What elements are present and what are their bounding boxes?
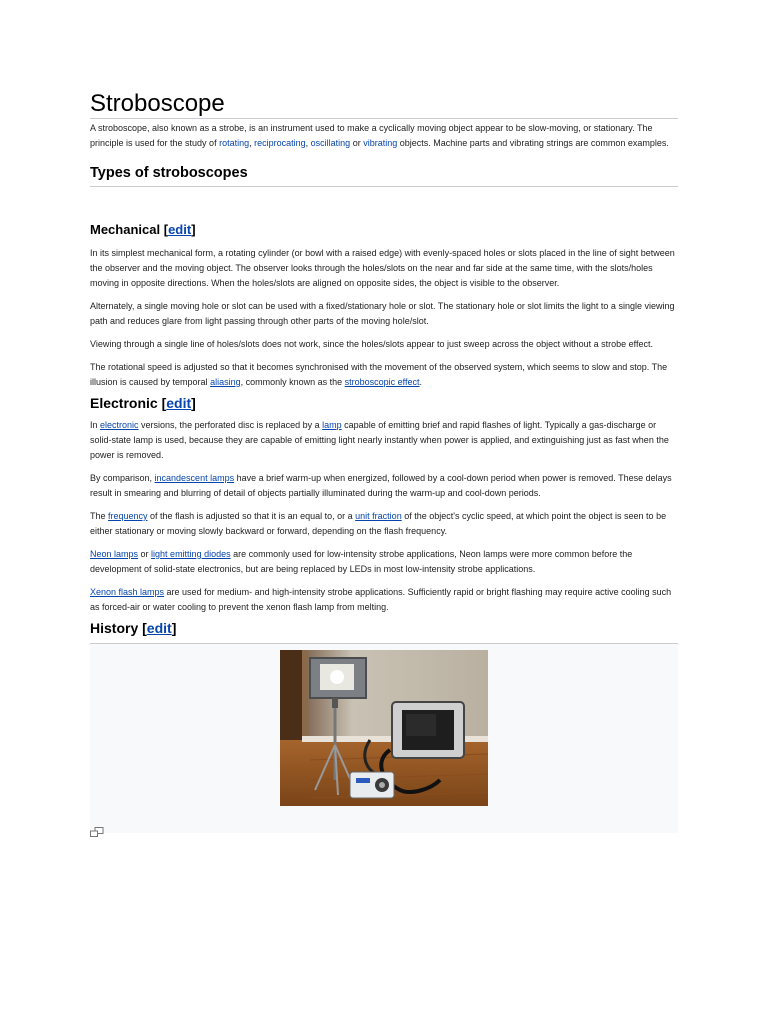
link-stroboscopic-effect[interactable]: stroboscopic effect xyxy=(344,377,420,387)
link-aliasing[interactable]: aliasing xyxy=(210,377,241,387)
electronic-paragraph-1: In electronic versions, the perforated disc is replaced by a lamp capable of emitting brief and rapid flashes of light. Typically a gas-discharge or solid-state lamp is used, because they are capable of emitting light nearly instantly when power is applied, and extinguishing just as fast when the power is removed. xyxy=(90,420,669,460)
mechanical-paragraph-3: Viewing through a single line of holes/slots does not work, since the holes/slots appear to just sweep across the object without a strobe effect. xyxy=(90,339,653,349)
section-heading-types: Types of stroboscopes xyxy=(90,165,248,181)
mechanical-paragraph-2: Alternately, a single moving hole or slot can be used with a fixed/stationary hole or slot. The stationary hole or slot limits the light to a single viewing path and reduces glare from light passing through other parts of the moving hole/slot. xyxy=(90,301,675,326)
link-unit-fraction[interactable]: unit fraction xyxy=(355,511,402,521)
enlarge-icon-drawing xyxy=(90,827,104,837)
link-xenon-flash-lamps[interactable]: Xenon flash lamps xyxy=(90,587,165,597)
link-light-emitting-diodes[interactable]: light emitting diodes xyxy=(151,549,231,559)
section-heading-electronic: Electronic [edit] xyxy=(90,395,196,411)
electronic-paragraph-3: The frequency of the flash is adjusted so that it is an equal to, or a unit fraction of the object's cyclic speed, at which point the object is seen to be either stationary or moving slowly backward or forward, depending on the flash frequency. xyxy=(90,511,667,536)
link-reciprocating[interactable]: reciprocating xyxy=(254,137,306,148)
page-title: Stroboscope xyxy=(90,90,225,117)
link-oscillating[interactable]: oscillating xyxy=(310,137,351,148)
link-frequency[interactable]: frequency xyxy=(108,511,148,521)
electronic-paragraph-5: Xenon flash lamps are used for medium- and high-intensity strobe applications. Sufficiently rapid or bright flashing may require active cooling such as forced-air or water cooling to prevent the xenon flash lamp from melting. xyxy=(90,587,672,612)
section-heading-history: History [edit] xyxy=(90,620,177,636)
mechanical-paragraph-1: In its simplest mechanical form, a rotating cylinder (or bowl with a raised edge) with evenly-spaced holes or slots placed in the line of sight between the observer and the moving object. The observer looks through the holes/slots on the near and far side at the same time, with the slots/holes moving in opposite directions. When the holes/slots are aligned on opposite sides, the object is visible to the observer. xyxy=(90,248,675,288)
electronic-paragraph-2: By comparison, incandescent lamps have a brief warm-up when energized, followed by a cool-down period when power is removed. These delays result in smearing and blurring of detail of objects partially illuminated during the warm-up and cool-down periods. xyxy=(90,473,672,498)
intro-paragraph: A stroboscope, also known as a strobe, is an instrument used to make a cyclically moving object appear to be slow-moving, or stationary. The principle is used for the study of rotating, reciprocating, oscillating or vibrating objects. Machine parts and vibrating strings are common examples. xyxy=(90,123,669,148)
article-content xyxy=(90,88,678,833)
enlarge-icon[interactable] xyxy=(90,824,104,834)
edit-link-history[interactable]: edit xyxy=(146,620,172,636)
electronic-paragraph-4: Neon lamps or light emitting diodes are commonly used for low-intensity strobe applications, Neon lamps were more common before the development of solid-state electronics, but are being replaced by LEDs in most low-intensity strobe applications. xyxy=(90,549,633,574)
link-lamp[interactable]: lamp xyxy=(322,420,342,430)
edit-link-electronic[interactable]: edit xyxy=(166,395,192,411)
stroboscope-photo-drawing xyxy=(280,650,488,806)
link-electronic[interactable]: electronic xyxy=(100,420,139,430)
mechanical-paragraph-4: The rotational speed is adjusted so that it becomes synchronised with the movement of the observed system, which seems to slow and stop. The illusion is caused by temporal aliasing, commonly known as the stroboscopic effect. xyxy=(90,362,668,387)
edit-link-mechanical[interactable]: edit xyxy=(168,222,192,237)
link-incandescent-lamps[interactable]: incandescent lamps xyxy=(154,473,235,483)
stroboscope-photo[interactable] xyxy=(280,650,488,806)
history-image-gallery xyxy=(90,643,678,833)
link-vibrating[interactable]: vibrating xyxy=(363,137,398,148)
section-heading-mechanical: Mechanical [edit] xyxy=(90,222,196,237)
link-rotating[interactable]: rotating xyxy=(219,137,250,148)
types-divider xyxy=(90,186,678,187)
link-neon-lamps[interactable]: Neon lamps xyxy=(90,549,139,559)
